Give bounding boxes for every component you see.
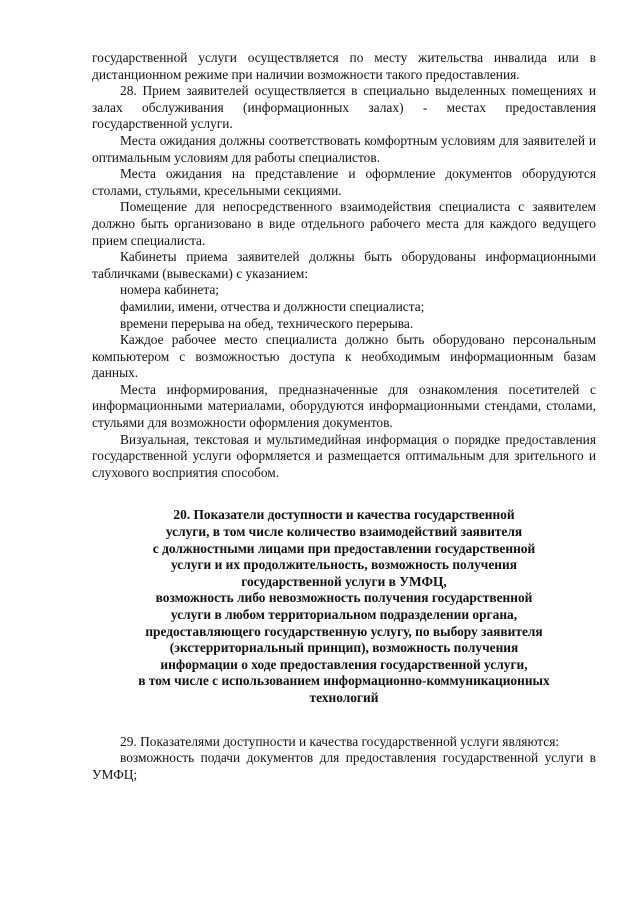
body-text-top <box>92 50 596 481</box>
heading-line: (экстерриториальный принцип), возможность получения <box>169 640 519 656</box>
heading-line: государственной услуги в УМФЦ, <box>241 573 447 589</box>
heading-line: информации о ходе предоставления государственной услуги, <box>160 656 528 672</box>
body-text-bottom <box>92 734 596 784</box>
paragraph: Помещение для непосредственного взаимодействия специалиста с заявителем должно быть организовано в виде отдельного рабочего места для каждого ведущего прием специалиста. <box>92 199 596 248</box>
section-heading-20 <box>92 507 596 706</box>
paragraph: Визуальная, текстовая и мультимедийная информация о порядке предоставления государственной услуги оформляется и размещается оптимальным для зрительного и слухового восприятия способом. <box>92 431 596 480</box>
list-item: фамилии, имени, отчества и должности специалиста; <box>120 298 425 314</box>
paragraph: Кабинеты приема заявителей должны быть оборудованы информационными табличками (вывесками) с указанием: <box>92 249 596 281</box>
paragraph: Каждое рабочее место специалиста должно быть оборудовано персональным компьютером с возможностью доступа к необходимым информационным базам данных. <box>92 332 596 381</box>
heading-line: технологий <box>309 689 379 705</box>
heading-line: в том числе с использованием информационно-коммуникационных <box>138 673 550 689</box>
heading-line: услуги и их продолжительность, возможность получения <box>171 557 517 573</box>
list-item: времени перерыва на обед, технического перерыва. <box>120 315 414 331</box>
paragraph: Места ожидания на представление и оформление документов оборудуются столами, стульями, кресельными секциями. <box>92 166 596 198</box>
paragraph: Места ожидания должны соответствовать комфортным условиям для заявителей и оптимальным условиям для работы специалистов. <box>92 132 596 165</box>
paragraph: Места информирования, предназначенные для ознакомления посетителей с информационными материалами, оборудуются информационными стендами, столами, стульями для возможности оформления документов. <box>92 381 596 431</box>
heading-line: предоставляющего государственную услугу, по выбору заявителя <box>145 623 543 639</box>
paragraph-item-29: 29. Показателями доступности и качества государственной услуги являются: <box>120 733 560 749</box>
list-item: номера кабинета; <box>120 282 220 298</box>
heading-line: услуги, в том числе количество взаимодействий заявителя <box>165 524 523 540</box>
heading-line: с должностными лицами при предоставлении государственной <box>152 540 536 556</box>
heading-line: 20. Показатели доступности и качества государственной <box>173 507 515 523</box>
heading-line: возможность либо невозможность получения государственной <box>155 590 533 606</box>
paragraph-item-28: 28. Прием заявителей осуществляется в специально выделенных помещениях и залах обслуживания (информационных залах) - местах предоставления государственной услуги. <box>92 83 596 132</box>
heading-line: услуги в любом территориальном подразделении органа, <box>170 607 518 622</box>
paragraph: государственной услуги осуществляется по месту жительства инвалида или в дистанционном режиме при наличии возможности такого предоставления. <box>92 50 596 82</box>
list-item: возможность подачи документов для предоставления государственной услуги в УМФЦ; <box>92 750 596 782</box>
